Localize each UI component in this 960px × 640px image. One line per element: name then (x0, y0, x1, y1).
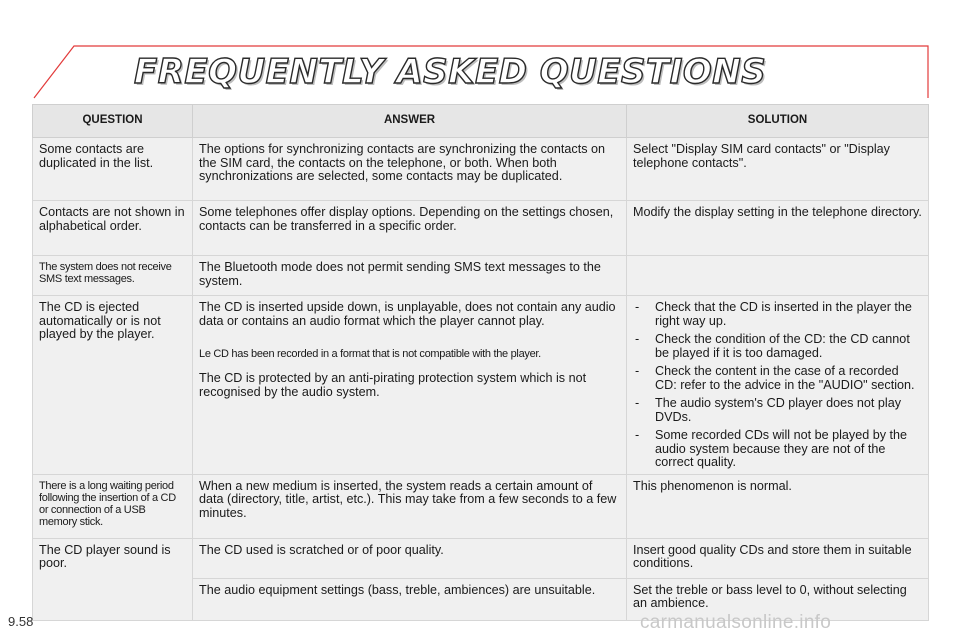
list-item (633, 429, 922, 470)
list-item-text: Check the content in the case of a recorded CD: refer to the advice in the "AUDIO" section. (655, 364, 915, 392)
table-row (33, 474, 929, 538)
list-item-text: Some recorded CDs will not be played by the audio system because they are not of the correct quality. (655, 428, 908, 469)
question-cell: Some contacts are duplicated in the list. (33, 138, 193, 201)
list-dash: - (635, 300, 640, 314)
answer-text: When a new medium is inserted, the system reads a certain amount of data (directory, title, artist, etc.). This may take from a few seconds to a few minutes. (199, 478, 617, 520)
list-item-text: Check that the CD is inserted in the player the right way up. (655, 300, 912, 328)
answer-cell (193, 256, 627, 296)
table-row (33, 256, 929, 296)
table-row (33, 138, 929, 201)
question-cell: The system does not receive SMS text messages. (33, 256, 193, 296)
answer-cell (193, 578, 627, 620)
table-row (33, 296, 929, 475)
solution-cell: Modify the display setting in the telephone directory. (627, 201, 929, 256)
watermark-text: carmanualsonline.info (640, 612, 832, 633)
list-item (633, 333, 922, 360)
question-cell: The CD player sound is poor. (33, 538, 193, 620)
list-dash: - (635, 364, 640, 378)
solution-cell: This phenomenon is normal. (627, 474, 929, 538)
answer-text: The CD used is scratched or of poor quality. (199, 542, 444, 557)
column-header-question: QUESTION (33, 105, 193, 138)
answer-text: The CD is inserted upside down, is unplayable, does not contain any audio data or contains an audio format which the player cannot play. (199, 300, 616, 328)
answer-text: The CD is protected by an anti-pirating protection system which is not recognised by the audio system. (199, 371, 587, 399)
question-cell: There is a long waiting period following the insertion of a CD or connection of a USB memory stick. (33, 474, 193, 538)
answer-cell (193, 201, 627, 256)
solution-cell: Insert good quality CDs and store them in suitable conditions. (627, 538, 929, 578)
column-header-answer: ANSWER (193, 105, 627, 138)
column-header-solution: SOLUTION (627, 105, 929, 138)
question-cell: Contacts are not shown in alphabetical order. (33, 201, 193, 256)
table-row (33, 538, 929, 578)
table-header-row (33, 105, 929, 138)
answer-text: The options for synchronizing contacts are synchronizing the contacts on the SIM card, the contacts on the telephone, or both. When both synchronizations are selected, some contacts may be duplicated. (199, 142, 606, 183)
answer-text: The audio equipment settings (bass, treble, ambiences) are unsuitable. (199, 582, 596, 597)
list-item-text: Check the condition of the CD: the CD cannot be played if it is too damaged. (655, 332, 910, 360)
page-number: 9.58 (8, 614, 34, 629)
list-item (633, 301, 922, 328)
table-row (33, 201, 929, 256)
list-item-text: The audio system's CD player does not play DVDs. (655, 396, 902, 424)
question-cell: The CD is ejected automatically or is not played by the player. (33, 296, 193, 475)
solution-cell (627, 296, 929, 475)
answer-text: Some telephones offer display options. Depending on the settings chosen, contacts can be transferred in a specific order. (199, 205, 614, 233)
list-dash: - (635, 396, 640, 410)
answer-cell (193, 538, 627, 578)
solution-cell: Select "Display SIM card contacts" or "Display telephone contacts". (627, 138, 929, 201)
answer-cell (193, 296, 627, 475)
list-dash: - (635, 428, 640, 442)
list-item (633, 397, 922, 424)
solution-cell: Set the treble or bass level to 0, without selecting an ambience. (627, 578, 929, 620)
answer-text: Le CD has been recorded in a format that is not compatible with the player. (199, 348, 541, 360)
solution-list (633, 301, 922, 470)
answer-cell (193, 138, 627, 201)
page-title: FREQUENTLY ASKED QUESTIONS (134, 52, 767, 92)
solution-cell (627, 256, 929, 296)
list-dash: - (635, 332, 640, 346)
answer-cell (193, 474, 627, 538)
list-item (633, 365, 922, 392)
answer-text: The Bluetooth mode does not permit sending SMS text messages to the system. (199, 260, 601, 288)
faq-table (32, 104, 929, 621)
